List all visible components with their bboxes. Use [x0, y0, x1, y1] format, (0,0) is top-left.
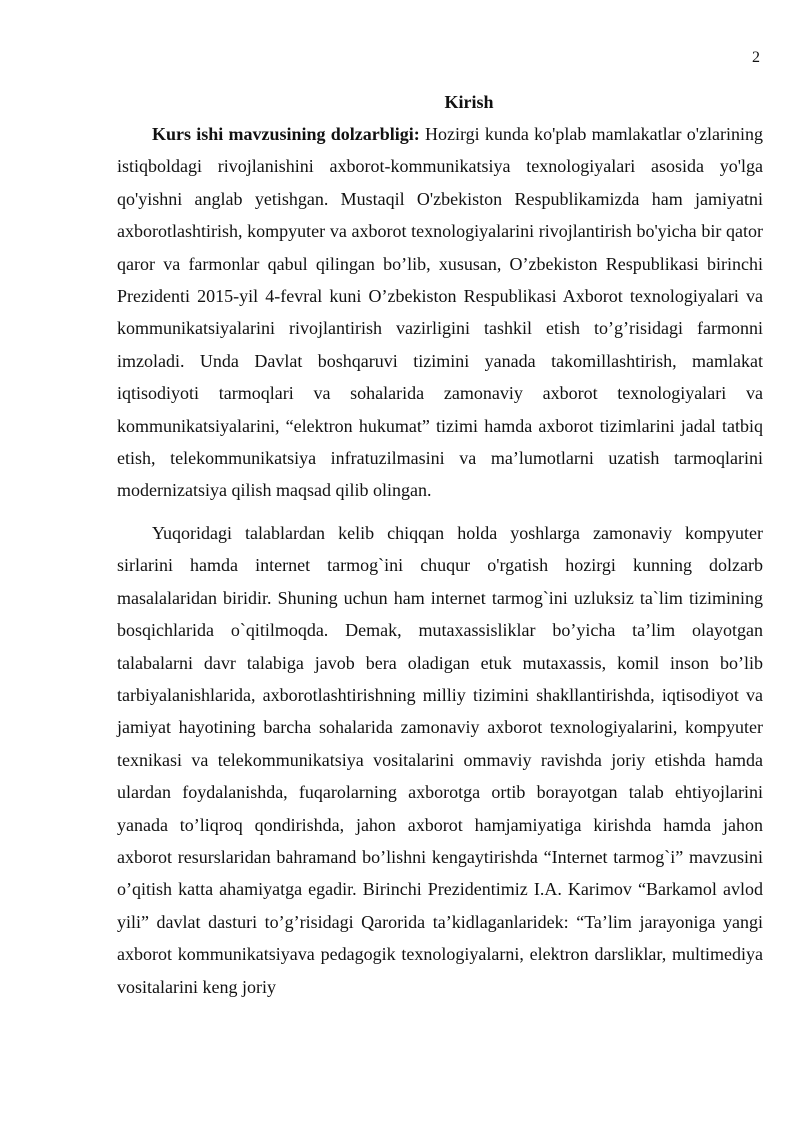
paragraph-text: Hozirgi kunda ko'plab mamlakatlar o'zlarining istiqboldagi rivojlanishini axborot-kommunikatsiya texnologiyalari asosida yo'lga qo'yishni anglab yetishgan. Mustaqil O'zbekiston Respublikamizda ham jamiyatni axborotlashtirish, kompyuter va axborot texnologiyalarini rivojlantirish bo'yicha bir qator qaror va farmonlar qabul qilingan bo’lib, xususan, O’zbekiston Respublikasi birinchi Prezidenti 2015-yil 4-fevral kuni O’zbekiston Respublikasi Axborot texnologiyalari va kommunikatsiyalarini rivojlantirish vazirligini tashkil etish to’g’risidagi farmonni imzoladi. Unda Davlat boshqaruvi tizimini yanada takomillashtirish, mamlakat iqtisodiyoti tarmoqlari va sohalarida zamonaviy axborot texnologiyalari va kommunikatsiyalarini, “elektron hukumat” tizimi hamda axborot tizimlarini jadal tatbiq etish, telekommunikatsiya infratuzilmasini va ma’lumotlarni uzatish tarmoqlarini modernizatsiya qilish maqsad qilib olingan.: [117, 124, 764, 501]
section-heading: Kirish: [444, 92, 494, 112]
paragraph-requirements: [117, 517, 763, 1003]
page-number: 2: [752, 49, 760, 66]
paragraph-relevance: [117, 118, 763, 507]
document-body: [117, 86, 763, 1003]
paragraph-lead: Kurs ishi mavzusining dolzarbligi:: [152, 124, 420, 144]
paragraph-text: Yuqoridagi talablardan kelib chiqqan holda yoshlarga zamonaviy kompyuter sirlarini hamda internet tarmog`ini chuqur o'rgatish hozirgi kunning dolzarb masalalaridan biridir. Shuning uchun ham internet tarmog`ini uzluksiz ta`lim tizimining bosqichlarida o`qitilmoqda. Demak, mutaxassisliklar bo’yicha ta’lim olayotgan talabalarni davr talabiga javob bera oladigan etuk mutaxassis, komil inson bo’lib tarbiyalanishlarida, axborotlashtirishning milliy tizimini shakllantirishda, iqtisodiyot va jamiyat hayotining barcha sohalarida zamonaviy axborot texnologiyalarini, kompyuter texnikasi va telekommunikatsiya vositalarini ommaviy ravishda joriy etishda hamda ulardan foydalanishda, fuqarolarning axborotga ortib borayotgan talab ehtiyojlarini yanada to’liqroq qondirishda, jahon axborot hamjamiyatiga kirishda hamda jahon axborot resurslaridan bahramand bo’lishni kengaytirishda “Internet tarmog`i” mavzusini o’qitish katta ahamiyatga egadir. Birinchi Prezidentimiz I.A. Karimov “Barkamol avlod yili” davlat dasturi to’g’risidagi Qarorida ta’kidlaganlaridek: “Ta’lim jarayoniga yangi axborot kommunikatsiyava pedagogik texnologiyalarni, elektron darsliklar, multimediya vositalarini keng joriy: [117, 522, 763, 997]
